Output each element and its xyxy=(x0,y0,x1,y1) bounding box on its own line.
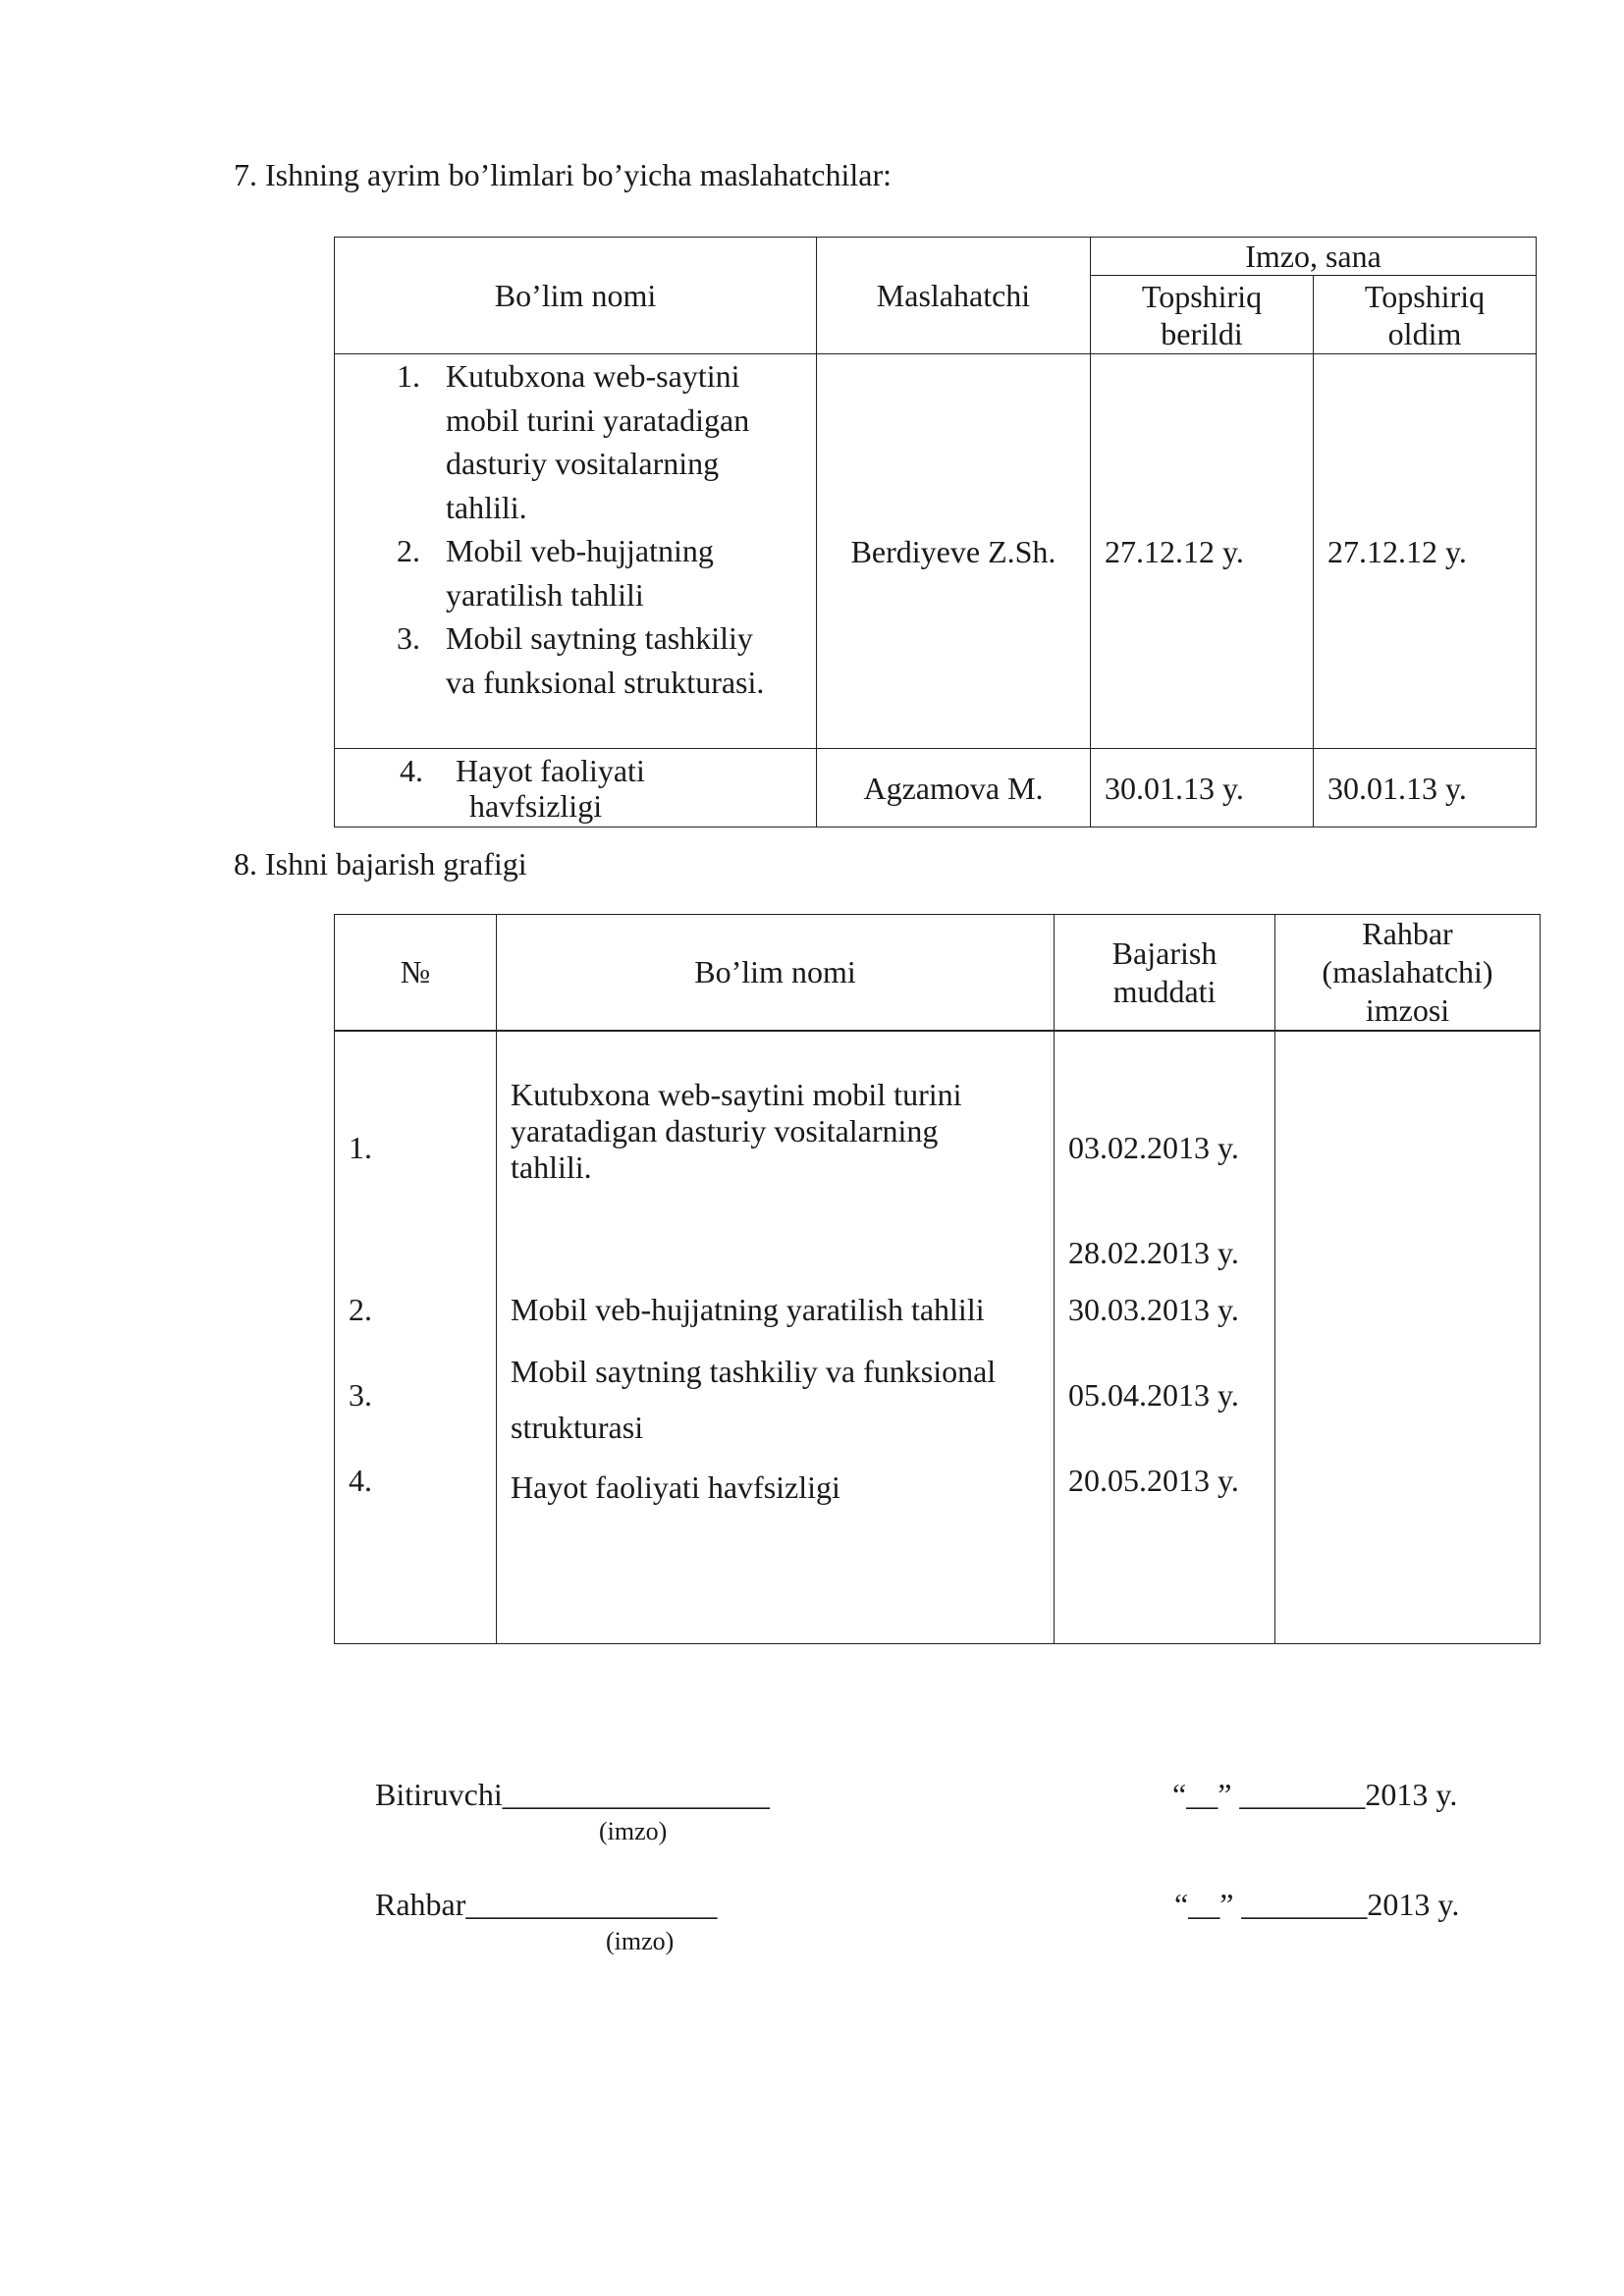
row-number: 1. xyxy=(349,1130,372,1165)
consultants-table xyxy=(334,237,1537,828)
header-task-given xyxy=(1091,276,1314,354)
header-task-given-line2: berildi xyxy=(1161,315,1243,351)
consultant-cell: Agzamova M. xyxy=(817,749,1091,828)
list-item-line: dasturiy vositalarning xyxy=(446,446,720,481)
header-task-received-line2: oldim xyxy=(1387,315,1462,351)
header-section-name: Bo’lim nomi xyxy=(497,915,1055,1032)
numbers-cell xyxy=(335,1031,497,1643)
table-row xyxy=(335,749,1537,828)
list-item-line: Kutubxona web-saytini xyxy=(446,358,740,394)
list-item: Hayot faoliyati havfsizligi xyxy=(511,1469,840,1505)
deadline-date: 03.02.2013 y. xyxy=(1068,1130,1239,1165)
header-number: № xyxy=(335,915,497,1032)
header-task-received xyxy=(1314,276,1537,354)
list-item-line: Mobil saytning tashkiliy xyxy=(446,620,753,656)
deadline-date: 30.03.2013 y. xyxy=(1068,1292,1239,1327)
task-received-date: 30.01.13 y. xyxy=(1314,749,1537,828)
list-item: Mobil veb-hujjatning yaratilish tahlili xyxy=(511,1292,985,1327)
row-number: 4. xyxy=(349,1463,372,1498)
list-item xyxy=(335,354,816,529)
list-item-line: mobil turini yaratadigan xyxy=(446,401,750,438)
row-number: 2. xyxy=(349,1292,372,1327)
supervisor-date-line: “__” ________2013 y. xyxy=(1174,1887,1460,1922)
sections-cell xyxy=(497,1031,1055,1643)
header-signature xyxy=(1275,915,1541,1032)
list-item-line: tahlili. xyxy=(446,489,527,525)
table-row xyxy=(335,1031,1541,1643)
section-8-heading: 8. Ishni bajarish grafigi xyxy=(234,846,527,881)
header-signature-line2: (maslahatchi) xyxy=(1322,954,1493,989)
task-given-date: 27.12.12 y. xyxy=(1091,354,1314,749)
list-item xyxy=(511,1077,962,1186)
deadlines-cell xyxy=(1055,1031,1275,1643)
header-signature-line1: Rahbar xyxy=(1362,916,1453,951)
list-item xyxy=(335,616,816,704)
deadline-date: 28.02.2013 y. xyxy=(1068,1235,1239,1270)
list-item-number: 1. xyxy=(397,358,420,394)
header-deadline-line2: muddati xyxy=(1112,973,1217,1009)
supervisor-signature-line: Rahbar________________ xyxy=(375,1887,718,1922)
header-task-given-line1: Topshiriq xyxy=(1141,278,1263,314)
row-number: 3. xyxy=(349,1377,372,1413)
list-item-line: Mobil saytning tashkiliy va funksional xyxy=(511,1354,997,1389)
list-item-line: va funksional strukturasi. xyxy=(446,664,765,700)
header-section-name: Bo’lim nomi xyxy=(335,238,817,354)
list-item-line: Hayot faoliyati xyxy=(456,752,645,788)
list-item-line: Kutubxona web-saytini mobil turini xyxy=(511,1077,962,1112)
task-received-date: 27.12.12 y. xyxy=(1314,354,1537,749)
task-given-date: 30.01.13 y. xyxy=(1091,749,1314,828)
header-deadline xyxy=(1055,915,1275,1032)
list-item-number: 4. xyxy=(400,752,423,788)
list-item-line: strukturasi xyxy=(511,1410,644,1445)
graduate-signature-note: (imzo) xyxy=(599,1817,668,1845)
list-item-line: havfsizligi xyxy=(469,787,603,824)
list-item-number: 3. xyxy=(397,620,420,656)
list-item-line: yaratilish tahlili xyxy=(446,576,644,613)
list-item-line: tahlili. xyxy=(511,1149,592,1185)
table-row xyxy=(335,354,1537,749)
deadline-date: 20.05.2013 y. xyxy=(1068,1463,1239,1498)
header-consultant: Maslahatchi xyxy=(817,238,1091,354)
header-task-received-line1: Topshiriq xyxy=(1364,278,1486,314)
header-signature-date: Imzo, sana xyxy=(1091,238,1537,276)
section-7-heading: 7. Ishning ayrim bo’limlari bo’yicha maslahatchilar: xyxy=(234,157,893,192)
list-item xyxy=(511,1344,996,1456)
graduate-signature-line: Bitiruvchi_________________ xyxy=(375,1777,770,1812)
header-deadline-line1: Bajarish xyxy=(1111,934,1218,971)
header-signature-line3: imzosi xyxy=(1365,992,1450,1028)
section-list-cell xyxy=(335,354,817,749)
schedule-table xyxy=(334,914,1541,1644)
list-item-line: Mobil veb-hujjatning xyxy=(446,533,714,568)
graduate-date-line: “__” ________2013 y. xyxy=(1172,1777,1458,1812)
supervisor-signature-note: (imzo) xyxy=(606,1927,675,1955)
list-item xyxy=(335,529,816,616)
signature-cell xyxy=(1275,1031,1541,1643)
section-list xyxy=(335,354,816,704)
section-list-cell xyxy=(335,749,817,828)
consultant-cell: Berdiyeve Z.Sh. xyxy=(817,354,1091,749)
deadline-date: 05.04.2013 y. xyxy=(1068,1377,1239,1413)
list-item-number: 2. xyxy=(397,533,420,568)
list-item-line: yaratadigan dasturiy vositalarning xyxy=(511,1113,939,1148)
